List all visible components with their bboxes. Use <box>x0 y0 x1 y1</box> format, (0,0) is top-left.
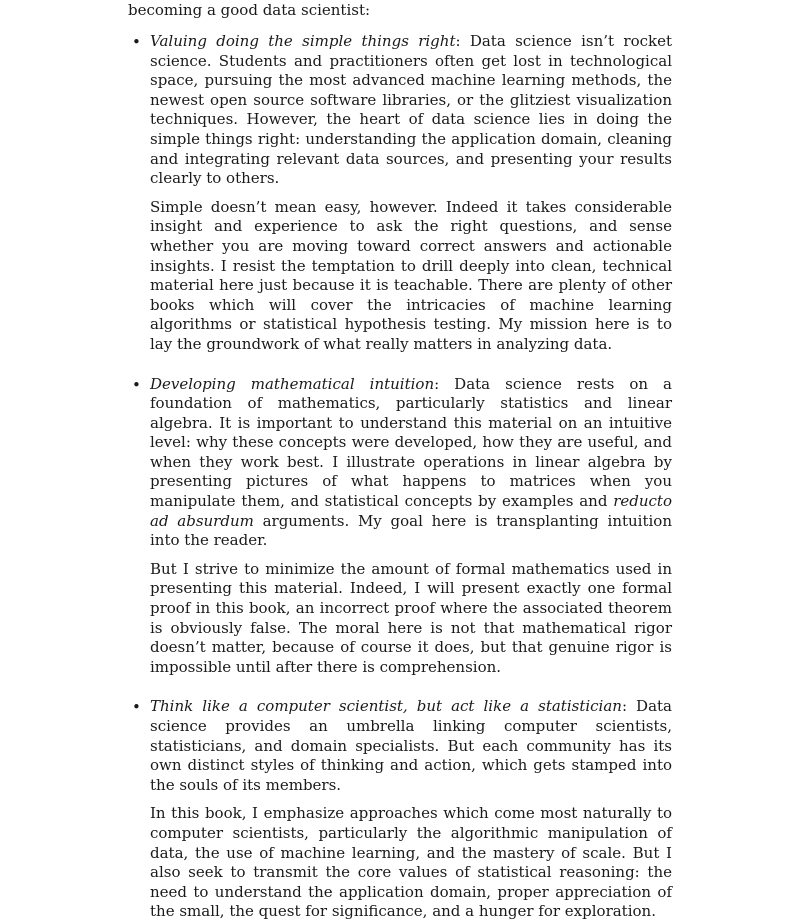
item-paragraph <box>150 375 672 551</box>
item-paragraph-2: But I strive to minimize the amount of formal mathematics used in presenting this material. Indeed, I will present exactly one formal proof in this book, an incorrect proof where the associated theorem is obviously false. The moral here is not that mathematical rigor doesn’t matter, because of course it does, but that genuine rigor is impossible until after there is comprehension. <box>150 559 672 676</box>
item-lead-text: : Data science rests on a foundation of mathematics, particularly statistics and linear algebra. It is important to understand this material on an intuitive level: why these concepts were developed, how they are useful, and when they work best. I illustrate operations in linear algebra by presenting pictures of what happens to matrices when you manipulate them, and statistical concepts by examples and <box>150 374 672 511</box>
item-title: Valuing doing the simple things right <box>150 32 456 50</box>
intro-text: becoming a good data scientist: <box>128 1 371 19</box>
bullet-icon: • <box>132 33 141 51</box>
list-item-simple-things <box>132 32 672 355</box>
bullet-list <box>132 32 673 922</box>
bullet-icon: • <box>132 698 141 717</box>
list-item-math-intuition <box>132 374 672 678</box>
item-lead-emphasis: reducto ad absurdum <box>150 492 672 530</box>
item-lead-text: : Data science provides an umbrella linking computer scientists, statisticians, and domain specialists. But each community has its own distinct styles of thinking and action, which gets stamped into the souls of its members. <box>150 697 673 794</box>
item-paragraph-2: In this book, I emphasize approaches which come most naturally to computer scientists, particularly the algorithmic manipulation of data, the use of machine learning, and the mastery of scale. But I also seek to transmit the core values of statistical reasoning: the need to understand the application domain, proper appreciation of the small, the quest for significance, and a hunger for exploration. <box>150 804 672 921</box>
item-lead-text-end: arguments. My goal here is transplanting intuition into the reader. <box>150 511 672 550</box>
item-paragraph-2: Simple doesn’t mean easy, however. Indeed it takes considerable insight and experience to ask the right questions, and sense whether you are moving toward correct answers and actionable insights. I resist the temptation to drill deeply into clean, technical material here just because it is teachable. There are plenty of other books which will cover the intricacies of machine learning algorithms or statistical hypothesis testing. My mission here is to lay the groundwork of what really matters in analyzing data. <box>150 197 672 353</box>
bullet-icon: • <box>132 375 141 394</box>
item-paragraph <box>150 32 672 189</box>
item-lead-text: : Data science isn’t rocket science. Students and practitioners often get lost in technological space, pursuing the most advanced machine learning methods, the newest open source software libraries, or the glitziest visualization techniques. However, the heart of data science lies in doing the simple things right: understanding the application domain, cleaning and integrating relevant data sources, and presenting your results clearly to others. <box>150 32 672 188</box>
item-title: Think like a computer scientist, but act like a statistician <box>150 697 622 716</box>
item-paragraph <box>150 697 672 795</box>
item-title: Developing mathematical intuition <box>150 374 435 393</box>
list-item-computer-scientist <box>132 697 673 922</box>
